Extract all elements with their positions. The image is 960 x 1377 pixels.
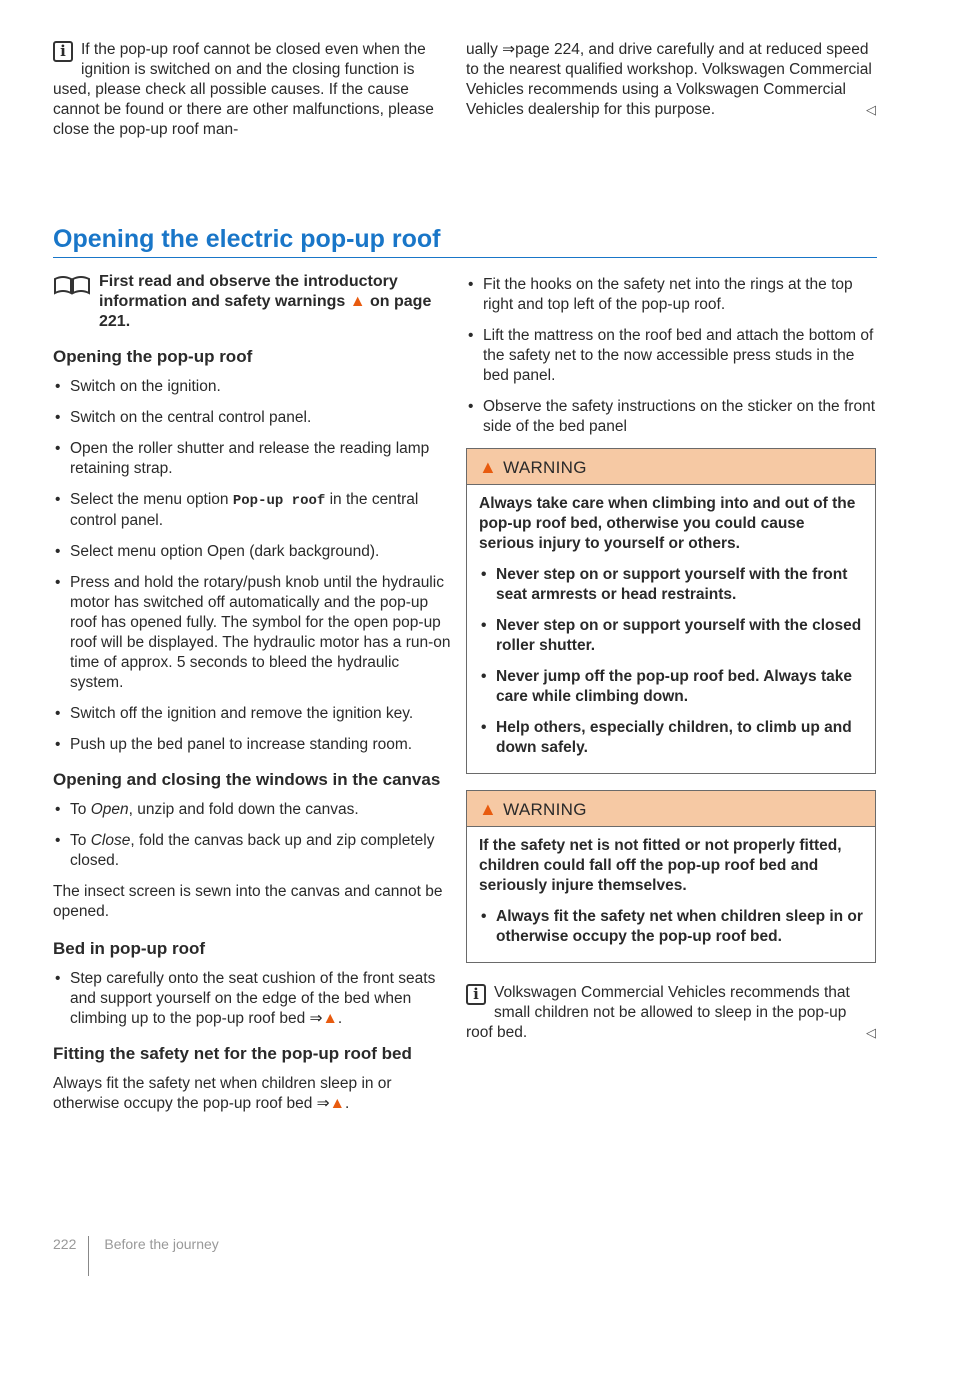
list-item: • Observe the safety instructions on the sticker on the front side of the bed panel [466,397,876,437]
info-note-continuation [466,40,876,120]
book-icon [53,275,91,295]
warning-triangle-icon: ▲ [322,1010,338,1027]
heading-bed: Bed in pop-up roof [53,939,206,958]
list-item: • Lift the mattress on the roof bed and attach the bottom of the safety net to the now accessible press studs in the bed panel. [466,326,876,386]
list-item: • Step carefully onto the seat cushion of the front seats and support yourself on the edge of the bed when climbing up to the pop-up roof bed ⇒▲. [53,969,453,1029]
page-footer [53,1236,219,1276]
list-item: • Help others, especially children, to climb up and down safely. [479,718,863,758]
list-item: • Open the roller shutter and release the reading lamp retaining strap. [53,439,453,479]
menu-option-label: Pop-up roof [232,493,326,509]
list-item: • Select menu option Open (dark background). [53,542,453,562]
list-item: • Push up the bed panel to increase standing room. [53,735,453,755]
list-item: • Press and hold the rotary/push knob until the hydraulic motor has switched off automatically and the pop-up roof has opened fully. The symbol for the open pop-up roof will be displayed. The hydraulic motor has a run-on time of approx. 5 seconds to bleed the hydraulic system. [53,573,453,693]
end-mark-icon: ◁ [866,102,876,117]
warning-triangle-icon: ▲ [479,457,498,477]
intro-text: First read and observe the introductory information and safety warnings [99,273,398,310]
page-number: 222 [53,1236,77,1252]
left-column-main [53,272,453,1123]
list-item: • Never jump off the pop-up roof bed. Always take care while climbing down. [479,667,863,707]
left-column [53,40,453,149]
end-mark-icon: ◁ [866,1025,876,1040]
list-item: • Switch on the central control panel. [53,408,453,428]
warning-triangle-icon: ▲ [349,293,366,310]
intro-note [53,272,453,332]
list-item: • Fit the hooks on the safety net into the rings at the top right and top left of the pop-up roof. [466,275,876,315]
heading-safety-net: Fitting the safety net for the pop-up roof bed [53,1044,412,1063]
info-icon: i [53,41,73,62]
heading-windows: Opening and closing the windows in the canvas [53,770,441,789]
warning-body: If the safety net is not fitted or not properly fitted, children could fall off the pop-up roof bed and seriously injure themselves. • Always fit the safety net when children sleep in or otherwise occupy the pop-up roof bed. [467,827,875,962]
list-item: • Switch on the ignition. [53,377,453,397]
footer-divider [88,1236,89,1276]
intro-suffix: on page 221. [99,293,432,330]
heading-opening: Opening the pop-up roof [53,347,253,366]
list-item: • Always fit the safety net when children sleep in or otherwise occupy the pop-up roof bed. [479,907,863,947]
list-item: • Switch off the ignition and remove the ignition key. [53,704,453,724]
paragraph: The insect screen is sewn into the canvas and cannot be opened. [53,883,443,920]
right-column-top [466,40,876,129]
list-item: • Never step on or support yourself with the front seat armrests or head restraints. [479,565,863,605]
warning-triangle-icon: ▲ [329,1095,345,1112]
warning-header: ▲ WARNING [467,449,875,485]
info-icon: i [466,984,486,1005]
paragraph: Always fit the safety net when children sleep in or otherwise occupy the pop-up roof bed ⇒▲. [53,1075,392,1112]
warning-box [466,448,876,774]
list-item: • Never step on or support yourself with the closed roller shutter. [479,616,863,656]
warning-body: Always take care when climbing into and out of the pop-up roof bed, otherwise you could cause serious injury to yourself or others. • Never step on or support yourself with the front seat armrests or head restraints. • Never step on or support yourself with the closed roller shutter. • Never jump off the pop-up roof bed. Always take care while climbing down. • Help others, especially children, to climb up and down safely. [467,485,875,773]
section-divider [53,257,877,258]
warning-box [466,790,876,963]
right-column-main [466,275,876,1052]
list-item: • To Open, unzip and fold down the canvas. [53,800,453,820]
section-title: Opening the electric pop-up roof [53,225,441,253]
info-note-bottom: i Volkswagen Commercial Vehicles recommends that small children not be allowed to sleep in the pop-up roof bed. ◁ [466,984,876,1041]
info-note-continuation-text: ually ⇒page 224, and drive carefully and at reduced speed to the nearest qualified workshop. Volkswagen Commercial Vehicles recommends using a Volkswagen Commercial Vehicles dealership for this purpose. [466,41,872,118]
chapter-title: Before the journey [104,1236,219,1252]
list-item: • To Close, fold the canvas back up and zip completely closed. [53,831,453,871]
info-note-text: If the pop-up roof cannot be closed even when the ignition is switched on and the closing function is used, please check all possible causes. If the cause cannot be found or there are other malfunctions, please close the pop-up roof man- [53,41,434,138]
info-note-top [53,40,453,140]
warning-header: ▲ WARNING [467,791,875,827]
warning-triangle-icon: ▲ [479,799,498,819]
list-item-menu-option: • Select the menu option Pop-up roof in the central control panel. [53,490,453,531]
